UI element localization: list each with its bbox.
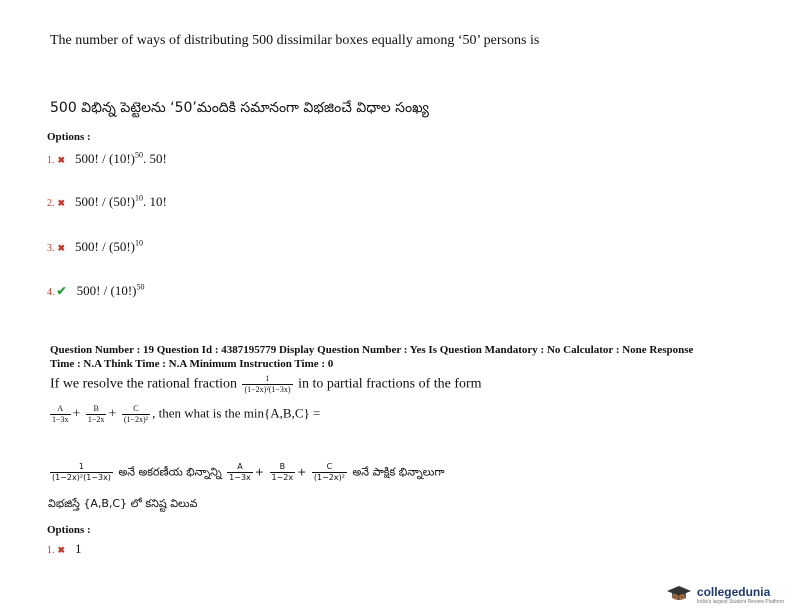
question-meta-line2: Time : N.A Think Time : N.A Minimum Instruction Time : 0 — [50, 358, 334, 370]
fraction-b: $\frac{B}{1-2x}$ — [87, 404, 105, 424]
option-number: 1. — [47, 545, 55, 556]
fraction-a-te: $\frac{A}{1-3x}$ — [229, 462, 251, 482]
question2-line2: $\frac{A}{1-3x}$ + $\frac{B}{1-2x}$ + $\frac{C}{\text{(1−2x)²}}$ , then what is the min{A,B,C} = — [52, 404, 321, 424]
option-text: 1 — [75, 541, 82, 556]
brand-name: collegedunia — [696, 585, 771, 599]
options-label-2: Options : — [47, 524, 91, 536]
option-number: 2. — [47, 198, 55, 209]
question2-option-1[interactable] — [47, 540, 82, 558]
option-3[interactable] — [47, 238, 143, 256]
question-meta — [50, 343, 760, 371]
option-number: 4. — [47, 287, 55, 298]
option-text: 500! / $(10!)^{50}$ — [76, 282, 145, 298]
option-text: 500! / $(10!)^{50}$. 50! — [75, 150, 167, 166]
option-text: 500! / $(50!)^{10}$ — [75, 238, 143, 254]
fraction-c: $\frac{C}{\text{(1−2x)²}}$ — [123, 404, 149, 424]
graduation-cap-icon — [666, 585, 692, 603]
option-number: 1. — [47, 155, 55, 166]
cross-icon: ✖ — [57, 155, 66, 165]
brand-tagline: India's largest Student Review Platform — [696, 599, 784, 605]
fraction-a: $\frac{A}{1-3x}$ — [52, 404, 69, 424]
fraction-main-te: $\frac{1}{\text{(1−2x)²(1−3x)}}$ — [52, 462, 111, 482]
option-1[interactable] — [47, 150, 167, 168]
question-meta-line1: Question Number : 19 Question Id : 4387195779 Display Question Number : Yes Is Question Mandatory : No Calculator : None Response — [50, 344, 694, 356]
question2-telugu-line2: విభజిస్తే {A,B,C} లో కనిష్ట విలువ — [48, 497, 198, 510]
check-icon: ✔ — [56, 284, 67, 298]
fraction-main: $\frac{1}{\text{(1−2x)²(1−3x)}}$ — [244, 374, 291, 394]
cross-icon: ✖ — [57, 198, 66, 208]
question2-line1: If we resolve the rational fraction $\frac{1}{\text{(1−2x)²(1−3x)}}$ in to partial fractions of the form — [50, 374, 482, 394]
option-4[interactable] — [47, 282, 145, 300]
question-english: The number of ways of distributing 500 dissimilar boxes equally among ‘50’ persons is — [50, 33, 540, 48]
fraction-c-te: $\frac{C}{\text{(1−2x)²}}$ — [313, 462, 345, 482]
cross-icon: ✖ — [57, 243, 66, 253]
option-text: 500! / $(50!)^{10}$. 10! — [75, 193, 167, 209]
options-label: Options : — [47, 131, 91, 143]
question-telugu: 500 విభిన్న పెట్టెలను ‘50’మందికి సమానంగా విభజించే విధాల సంఖ్య — [50, 100, 429, 116]
cross-icon: ✖ — [57, 545, 66, 555]
brand-logo — [666, 583, 784, 605]
question2-telugu-line1: $\frac{1}{\text{(1−2x)²(1−3x)}}$ అనే అకరణీయ భిన్నాన్ని $\frac{A}{1-3x}$ + $\frac{B}{1-2x}$ + $\frac{C}{\text{(1−2x)²}}$ అనే పాక్షిక భిన్నాలుగా — [52, 462, 445, 482]
fraction-b-te: $\frac{B}{1-2x}$ — [271, 462, 294, 482]
option-number: 3. — [47, 243, 55, 254]
option-2[interactable] — [47, 193, 167, 211]
